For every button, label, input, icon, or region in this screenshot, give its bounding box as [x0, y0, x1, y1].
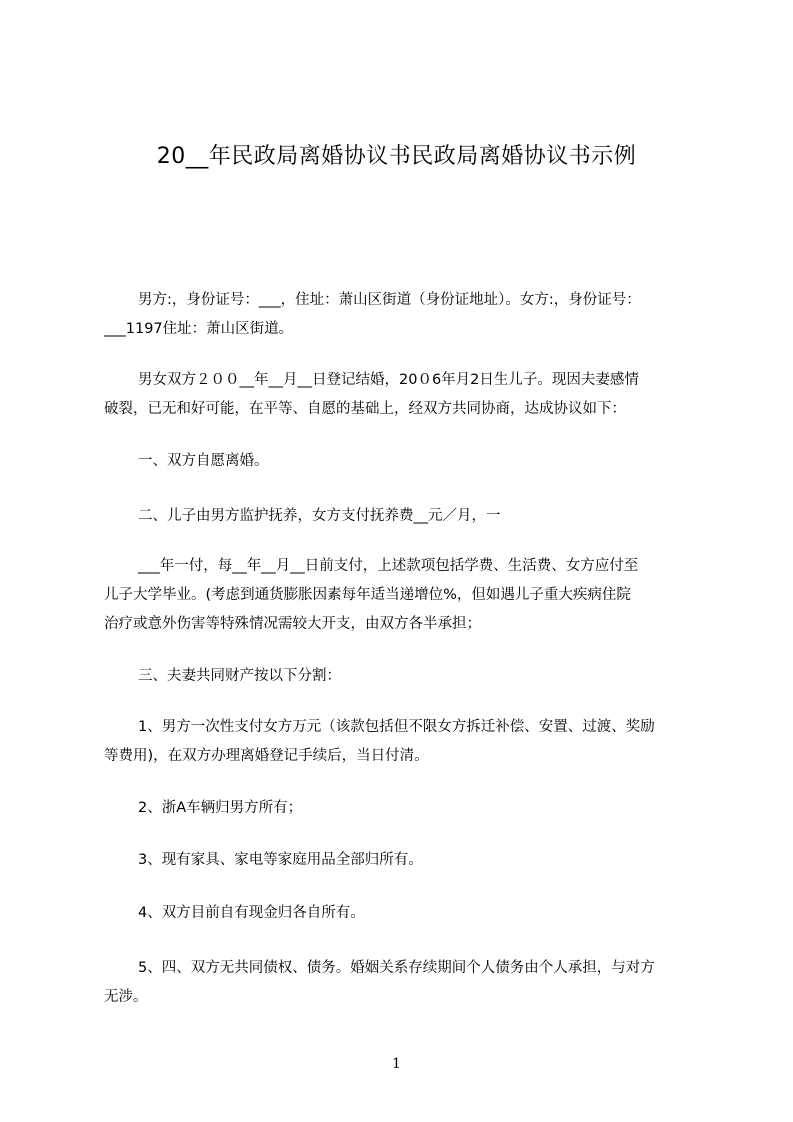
text-line: 男女双方２００__年__月__日登记结婚，20０6年月2日生儿子。现因夫妻感情 — [138, 372, 639, 388]
text-line: 男方:，身份证号：___，住址：萧山区街道（身份证地址）。女方:，身份证号： — [138, 292, 641, 308]
text-line: 三、夫妻共同财产按以下分割： — [138, 668, 341, 684]
text-line: 无涉。 — [104, 989, 148, 1005]
text-line: 治疗或意外伤害等特殊情况需较大开支，由双方各半承担； — [104, 616, 481, 632]
text-line: 破裂，已无和好可能，在平等、自愿的基础上，经双方共同协商，达成协议如下： — [104, 401, 626, 417]
document-title: 20__年民政局离婚协议书民政局离婚协议书示例 — [156, 144, 637, 169]
text-line: ___1197住址：萧山区街道。 — [104, 321, 294, 337]
text-line: 一、双方自愿离婚。 — [138, 453, 269, 469]
text-line: 等费用)，在双方办理离婚登记手续后，当日付清。 — [104, 748, 429, 764]
text-line: 2、浙A车辆归男方所有； — [138, 800, 303, 816]
text-line: 5、四、双方无共同债权、债务。婚姻关系存续期间个人债务由个人承担，与对方 — [138, 960, 655, 976]
page-number: 1 — [392, 1056, 401, 1072]
text-line: 1、男方一次性支付女方万元（该款包括但不限女方拆迁补偿、安置、过渡、奖励 — [138, 719, 655, 735]
text-line: 二、儿子由男方监护抚养，女方支付抚养费__元／月，一 — [138, 508, 501, 524]
text-line: 3、现有家具、家电等家庭用品全部归所有。 — [138, 852, 423, 868]
text-line: ___年一付，每__年__月__日前支付，上述款项包括学费、生活费、女方应付至 — [138, 558, 639, 574]
text-line: 儿子大学毕业。(考虑到通货膨胀因素每年适当递增位%，但如遇儿子重大疾病住院 — [104, 587, 631, 603]
text-line: 4、双方目前自有现金归各自所有。 — [138, 905, 365, 921]
